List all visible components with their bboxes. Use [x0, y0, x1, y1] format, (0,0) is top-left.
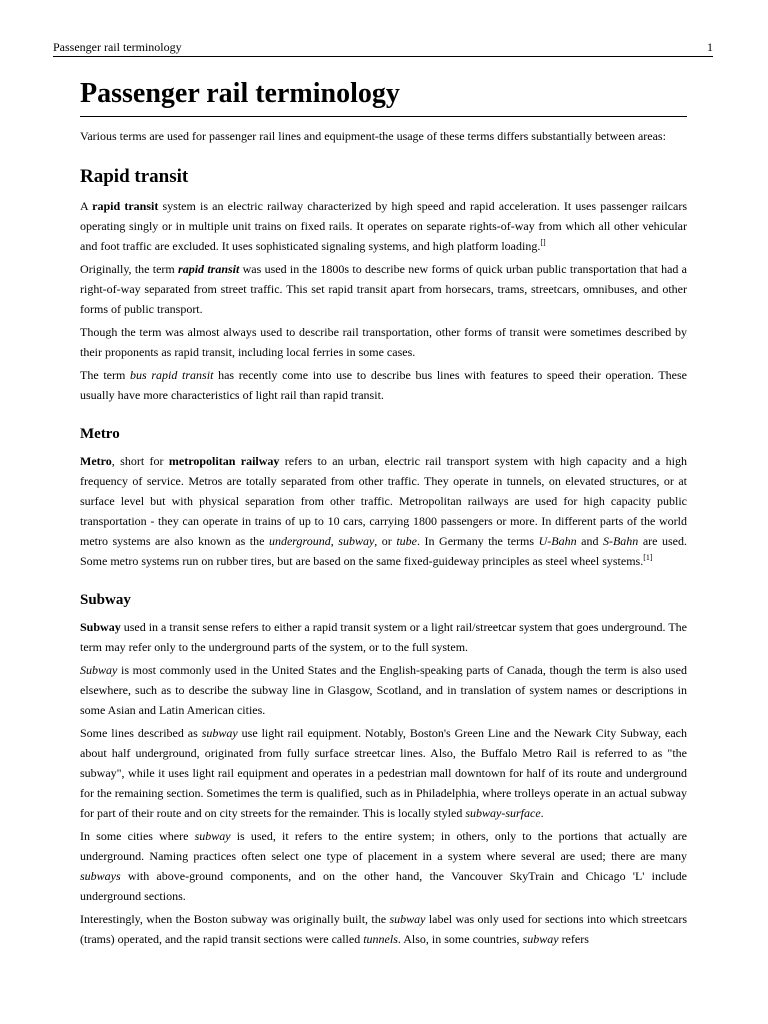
term-italic: underground [268, 534, 331, 548]
rapid-transit-paragraph-1 [80, 196, 687, 256]
running-header [53, 38, 713, 56]
text: with above-ground components, and on the other hand, the Vancouver SkyTrain and Chicago 'L' include underground sections. [80, 869, 687, 903]
rapid-transit-paragraph-4 [80, 365, 687, 405]
text: has recently come into use to describe bus lines with features to speed their operation. These usually have more characteristics of light rail than rapid transit. [80, 368, 687, 402]
text: . [540, 806, 544, 820]
term-bold-italic: rapid transit [178, 262, 240, 276]
term-italic: S-Bahn [602, 534, 639, 548]
article-body [80, 74, 687, 952]
text: A [80, 199, 93, 213]
text: are used. Some metro systems run on rubber tires, but are based on the same fixed-guideway principles as steel wheel systems. [80, 534, 688, 568]
subway-paragraph-1 [80, 617, 687, 657]
text: , [330, 534, 339, 548]
metro-paragraph-1 [80, 451, 687, 571]
text: use light rail equipment. Notably, Boston's Green Line and the Newark City Subway, each about half underground, originated from fully surface streetcar lines. Also, the Buffalo Metro Rail is referred to as "the subway", while it uses light rail equipment and operates in a pedestrian mall downtown for half of its route and underground for the remaining section. Sometimes the term is qualified, such as in Philadelphia, where trolleys operate in an actual subway for part of their route and on city streets for the remainder. This is locally styled [80, 726, 687, 820]
term-italic: subway-surface [465, 806, 541, 820]
header-rule [53, 56, 713, 57]
page-number: 1 [707, 40, 713, 54]
text: and [576, 534, 603, 548]
term-bold: metropolitan railway [168, 454, 280, 468]
term-bold: rapid transit [92, 199, 159, 213]
term-italic: subway [201, 726, 238, 740]
text: Originally, the term [80, 262, 179, 276]
heading-metro: Metro [80, 426, 120, 442]
text: system is an electric railway characterized by high speed and rapid acceleration. It uses passenger railcars operating singly or in multiple unit trains on fixed rails. It operates on separate rights-of-way from which all other vehicular and foot traffic are excluded. It uses sophisticated signaling systems, and high platform loading. [80, 199, 687, 253]
term-italic: U-Bahn [538, 534, 577, 548]
rapid-transit-paragraph-3: Though the term was almost always used to describe rail transportation, other forms of transit were sometimes described by their proponents as rapid transit, including local ferries in some cases. [80, 325, 687, 359]
text: was used in the 1800s to describe new forms of quick urban public transportation that had a right-of-way separated from street traffic. This set rapid transit apart from horsecars, trams, streetcars, omnibuses, and other forms of public transport. [80, 262, 687, 316]
intro-paragraph: Various terms are used for passenger rail lines and equipment-the usage of these terms differs substantially between areas: [80, 129, 666, 143]
heading-rapid-transit: Rapid transit [80, 166, 189, 187]
text: Interestingly, when the Boston subway was originally built, the [80, 912, 390, 926]
page-title: Passenger rail terminology [80, 74, 687, 117]
text: , or [374, 534, 397, 548]
rapid-transit-paragraph-2 [80, 259, 687, 319]
citation-ref[interactable]: [1] [643, 553, 653, 562]
text: . In Germany the terms [417, 534, 539, 548]
text: Some lines described as [80, 726, 202, 740]
term-italic: subway [389, 912, 426, 926]
text: refers [558, 932, 589, 946]
running-header-title: Passenger rail terminology [53, 40, 182, 54]
text: label was only used for sections into which streetcars (trams) operated, and the rapid transit sections were called [80, 912, 687, 946]
text: The term [80, 368, 131, 382]
text: . Also, in some countries, [397, 932, 523, 946]
term-italic: tunnels [363, 932, 398, 946]
subway-paragraph-4 [80, 826, 687, 906]
heading-subway: Subway [80, 592, 131, 608]
term-italic: subway [194, 829, 231, 843]
term-bold: Metro [80, 454, 112, 468]
text: , short for [111, 454, 169, 468]
term-bold: Subway [80, 620, 121, 634]
term-italic: subways [80, 869, 121, 883]
text: refers to an urban, electric rail transport system with high capacity and a high frequency of service. Metros are totally separated from other traffic. They operate in tunnels, on elevated structures, or at surface level but with physical separation from other traffic. Metropolitan railways are used for high capacity public transportation - they can operate in trains of up to 10 cars, carrying 1800 passengers or more. In different parts of the world metro systems are also known as the [80, 454, 687, 548]
text: used in a transit sense refers to either a rapid transit system or a light rail/streetcar system that goes underground. The term may refer only to the underground parts of the system, or to the full system. [80, 620, 687, 654]
text: In some cities where [80, 829, 195, 843]
term-italic: tube [396, 534, 417, 548]
text: is most commonly used in the United States and the English-speaking parts of Canada, though the term is also used elsewhere, such as to describe the subway line in Glasgow, Scotland, and in translation of system names or descriptions in some Asian and Latin American cities. [80, 663, 687, 717]
term-italic: subway [522, 932, 559, 946]
term-italic: Subway [80, 663, 118, 677]
term-italic: subway [338, 534, 375, 548]
text: is used, it refers to the entire system; in others, only to the portions that actually are underground. Naming practices often select one type of placement in a system where several are used; there are many [80, 829, 687, 863]
citation-ref[interactable]: [] [540, 238, 546, 247]
subway-paragraph-5 [80, 909, 687, 949]
subway-paragraph-2 [80, 660, 687, 720]
term-italic: bus rapid transit [130, 368, 214, 382]
subway-paragraph-3 [80, 723, 687, 823]
